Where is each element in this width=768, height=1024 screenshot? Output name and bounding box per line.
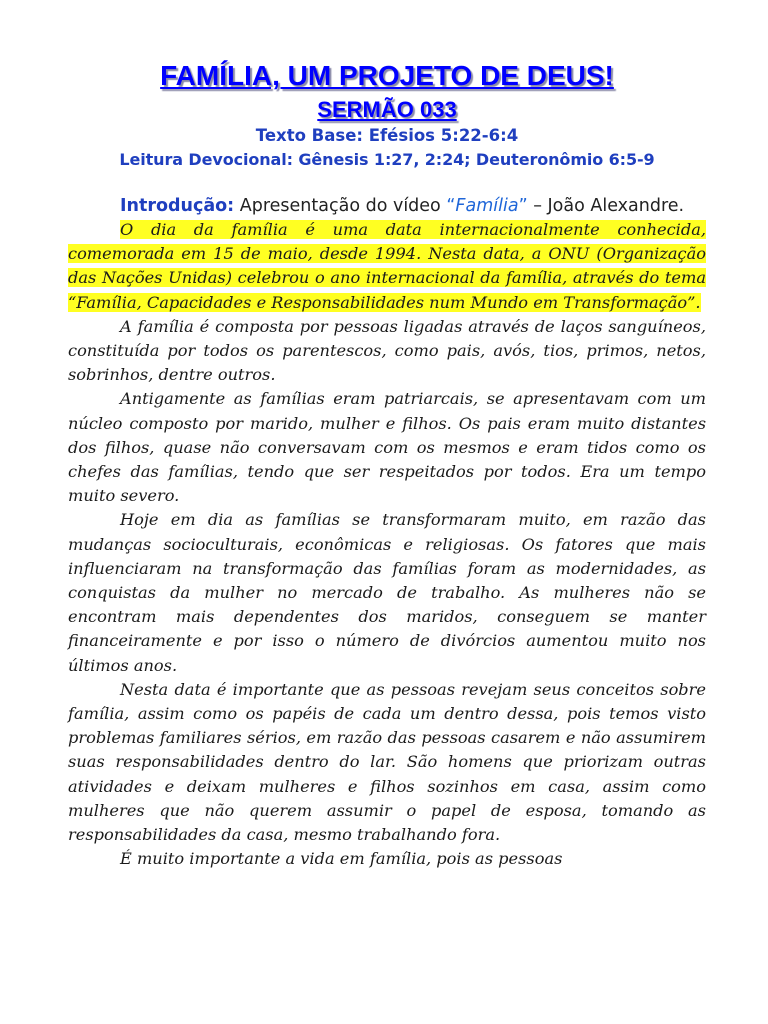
paragraph-family-life: É muito importante a vida em família, pois as pessoas (120, 849, 563, 869)
introduction-label: Introdução: (120, 196, 235, 216)
video-author: – João Alexandre. (527, 196, 685, 216)
video-title: Família (455, 196, 519, 216)
sermon-number: SERMÃO 033 (317, 97, 457, 122)
paragraph-family-definition: A família é composta por pessoas ligadas através de laços sanguíneos, constituída por todos os parentescos, como pais, avós, tios, primos, netos, sobrinhos, dentre outros. (68, 316, 706, 385)
paragraph-family-concepts: Nesta data é importante que as pessoas revejam seus conceitos sobre família, assim como os papéis de cada um dentro dessa, pois temos visto problemas familiares sérios, em razão das pessoas casarem e não assumirem suas responsabilidades dentro do lar. São homens que priorizam outras atividades e deixam mulheres e filhos sozinhos em casa, assim como mulheres que não querem assumir o papel de esposa, tomando as responsabilidades da casa, mesmo trabalhando fora. (68, 679, 706, 845)
paragraph-modern-families: Hoje em dia as famílias se transformaram muito, em razão das mudanças socioculturais, econômicas e religiosas. Os fatores que mais influenciaram na transformação das famílias foram as modernidades, as conquistas da mulher no mercado de trabalho. As mulheres não se encontram mais dependentes dos maridos, conseguem se manter financeiramente e por isso o número de divórcios aumentou muito nos últimos anos. (68, 510, 706, 675)
close-quote: ” (518, 196, 528, 216)
base-text-reference: Texto Base: Efésios 5:22-6:4 (255, 126, 519, 145)
paragraph-family-day (68, 218, 706, 315)
document-page (68, 58, 706, 871)
open-quote: “ (446, 196, 456, 216)
introduction-paragraph (68, 194, 706, 218)
devotional-reading-reference: Leitura Devocional: Gênesis 1:27, 2:24; Deuteronômio 6:5-9 (119, 150, 655, 169)
introduction-text: Apresentação do vídeo (234, 196, 447, 216)
highlighted-text: O dia da família é uma data internacionalmente conhecida, comemorada em 15 de maio, desde 1994. Nesta data, a ONU (Organização das Nações Unidas) celebrou o ano internacional da família, através do tema “Família, Capacidades e Responsabilidades num Mundo em Transformação”. (68, 220, 706, 312)
paragraph-patriarchal-families: Antigamente as famílias eram patriarcais, se apresentavam com um núcleo composto por marido, mulher e filhos. Os pais eram muito distantes dos filhos, quase não conversavam com os mesmos e eram tidos como os chefes das famílias, tendo que ser respeitados por todos. Era um tempo muito severo. (68, 389, 706, 506)
document-title: FAMÍLIA, UM PROJETO DE DEUS! (160, 60, 614, 91)
